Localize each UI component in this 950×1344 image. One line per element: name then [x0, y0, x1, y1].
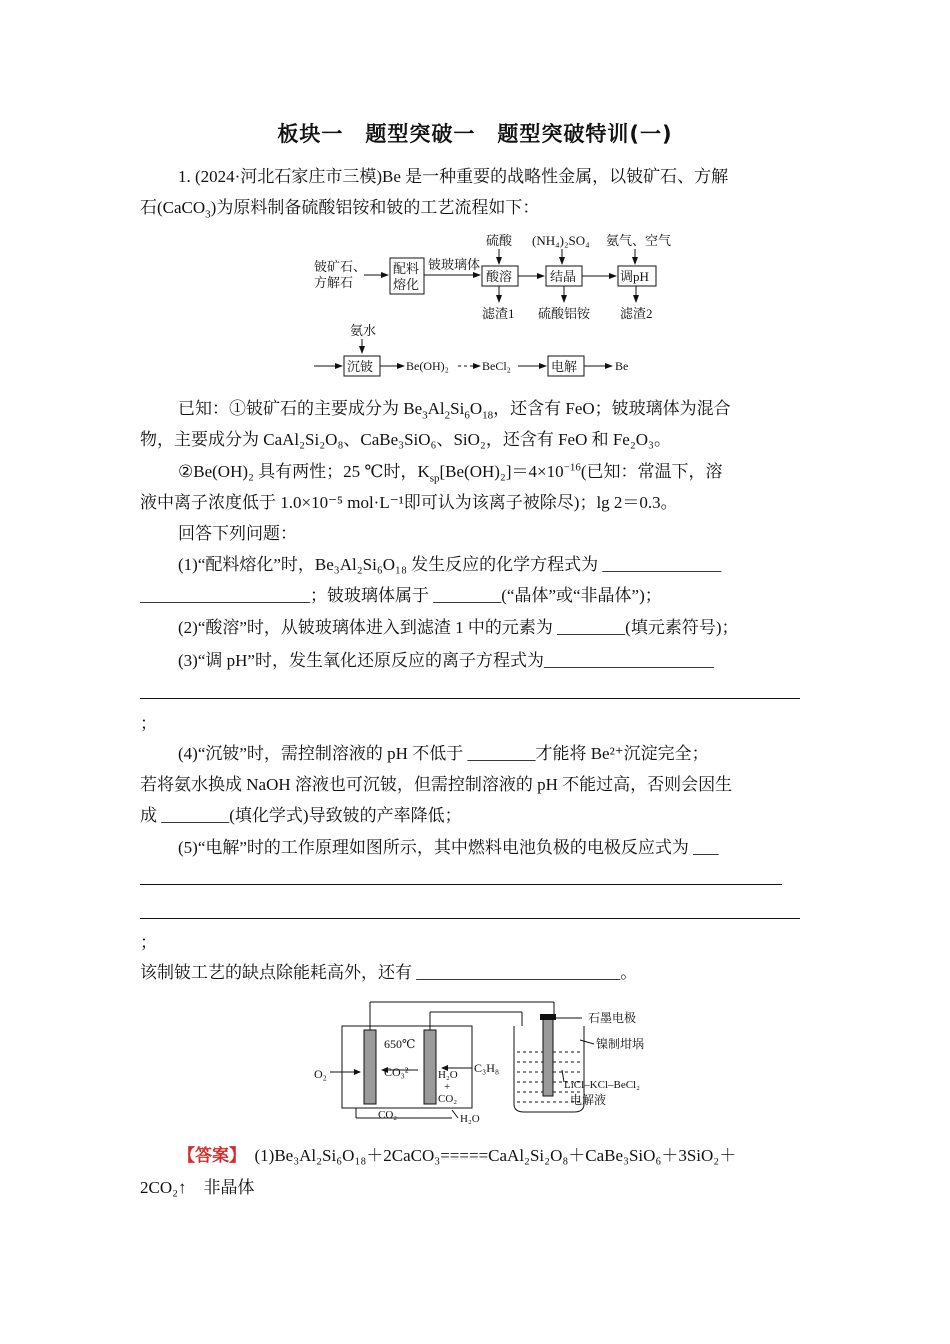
cell-c3h8-label: C₃H₈ — [474, 1061, 500, 1075]
cell-h2o-bottom-label: H₂O — [460, 1113, 480, 1125]
flow-box-acid-label: 酸溶 — [486, 269, 513, 284]
q4-line-1: (4)“沉铍”时，需控制溶液的 pH 不低于 ________才能将 Be²⁺沉淀完全； — [178, 744, 709, 763]
flow-slag2-label: 滤渣2 — [620, 306, 653, 321]
intro-line-2b: )为原料制备硫酸铝铵和铍的工艺流程如下： — [210, 198, 540, 217]
flow-be-label: Be — [615, 359, 629, 373]
cell-o2-label: O₂ — [314, 1067, 327, 1081]
flow-beoh-label: Be(OH)₂ — [406, 359, 449, 373]
intro-line-2a: 石(CaCO — [140, 198, 206, 217]
flow-slag1-label: 滤渣1 — [482, 306, 515, 321]
flow-box-precip-label: 沉铍 — [347, 359, 374, 374]
q2-line: (2)“酸溶”时，从铍玻璃体进入到滤渣 1 中的元素为 ________(填元素符号)； — [178, 618, 739, 637]
cell-h2o-label: H₂O — [438, 1069, 458, 1081]
cell-electrolyte-label: LiCl–KCl–BeCl₂ — [564, 1079, 640, 1091]
sub-o18: 18 — [482, 409, 494, 422]
sup-exp16: −16 — [563, 461, 581, 474]
q3-line: (3)“调 pH”时，发生氧化还原反应的离子方程式为____________________ — [178, 651, 714, 670]
electrode-right — [424, 1030, 436, 1104]
flow-glass-label: 铍玻璃体 — [428, 257, 481, 272]
cell-co3-label: CO₃²⁻ — [384, 1065, 415, 1079]
flow-box-mix-label: 配料 — [393, 261, 420, 276]
question-intro — [140, 161, 810, 192]
flow-gas-label: 氨气、空气 — [606, 233, 672, 248]
known-2: 物，主要成分为 CaAl₂Si₂O₈、CaBe₃SiO₆、SiO₂，还含有 FeO 和 Fe₂O₃。 — [140, 430, 671, 449]
sub-co3: 3 — [205, 208, 211, 221]
cell-electrolyte-label-2: 电解液 — [570, 1093, 607, 1107]
answer-line-2: 2CO₂↑ 非晶体 — [140, 1178, 255, 1197]
known-1b: ，还含有 FeO；铍玻璃体为混合 — [493, 399, 731, 418]
q4-line-2: 若将氨水换成 NaOH 溶液也可沉铍，但需控制溶液的 pH 不能过高，否则会因生 — [140, 775, 733, 794]
known-1a: 已知：①铍矿石的主要成分为 Be — [178, 399, 423, 418]
sub-be3: 3 — [422, 409, 428, 422]
page-title: 板块一 题型突破一 题型突破特训(一) — [277, 122, 673, 146]
sub-si6: 6 — [464, 409, 470, 422]
cell-crucible-label: 镍制坩埚 — [596, 1037, 645, 1051]
flow-ore-label: 铍矿石、 — [314, 259, 367, 274]
flow-alum-label: 硫酸铝铵 — [538, 306, 591, 321]
electrode-left — [364, 1030, 376, 1104]
formula-si: Si — [450, 399, 465, 418]
intro-line-1: 1. (2024·河北石家庄市三模)Be 是一种重要的战略性金属，以铍矿石、方解 — [178, 167, 729, 186]
answer-text-1: (1)Be₃Al₂Si₆O₁₈＋2CaCO₃=====CaAl₂Si₂O₈＋CaBe₃SiO₆＋3SiO₂＋ — [254, 1146, 737, 1165]
cell-co2-label: CO₂ — [438, 1093, 458, 1105]
known-3a: ②Be(OH)₂ 具有两性；25 ℃时，K — [178, 462, 430, 481]
electrolysis-diagram — [312, 996, 692, 1126]
question-intro-2 — [140, 192, 810, 223]
known-3c: (已知：常温下，溶 — [580, 462, 723, 481]
cell-graphite-label: 石墨电极 — [588, 1011, 637, 1025]
answer-line-1 — [140, 1140, 810, 1171]
answer-tag: 【答案】 — [178, 1146, 238, 1165]
q5-answer-line-1 — [140, 884, 782, 885]
answer-prompt: 回答下列问题： — [178, 524, 297, 543]
flow-ammonia-label: 氨水 — [350, 323, 377, 338]
q5-line-1: (5)“电解”时的工作原理如图所示，其中燃料电池负极的电极反应式为 ___ — [178, 838, 719, 857]
flow-acid-label: 硫酸 — [486, 233, 513, 248]
formula-al: Al — [427, 399, 445, 418]
flow-becl-label: BeCl₂ — [482, 359, 511, 373]
q3-semicolon: ； — [140, 714, 157, 733]
graphite-electrode — [543, 1018, 553, 1096]
q1-line-1: (1)“配料熔化”时，Be₃Al₂Si₆O₁₈ 发生反应的化学方程式为 ______________ — [178, 555, 722, 574]
q4-line-3: 成 ________(填化学式)导致铍的产率降低； — [140, 806, 462, 825]
known-3 — [140, 456, 810, 487]
flow-box-elec-label: 电解 — [551, 359, 578, 374]
cell-temp-label: 650℃ — [384, 1037, 416, 1051]
flow-nh4-label: (NH₄)₂SO₄ — [532, 233, 590, 248]
q5-line-2: 该制铍工艺的缺点除能耗高外，还有 ________________________。 — [140, 963, 638, 982]
flow-ore-label-2: 方解石 — [314, 275, 354, 290]
sub-sp: sp — [429, 472, 440, 485]
flow-box-ph-label: 调pH — [620, 269, 649, 284]
process-flow-diagram — [310, 228, 690, 388]
sub-al2: 2 — [444, 409, 451, 422]
q3-answer-line — [140, 698, 800, 699]
flow-box-mix-label-2: 熔化 — [393, 277, 420, 292]
q1-line-2: ____________________；铍玻璃体属于 ________(“晶体”或“非晶体”)； — [140, 586, 662, 605]
known-3b: [Be(OH)₂]＝4×10 — [439, 462, 564, 481]
known-1 — [140, 393, 810, 424]
cell-plus-label: + — [444, 1081, 451, 1093]
formula-o: O — [469, 399, 483, 418]
cell-co2-bottom-label: CO₂ — [378, 1109, 398, 1121]
known-4: 液中离子浓度低于 1.0×10⁻⁵ mol·L⁻¹即可认为该离子被除尽)；lg 2＝0.3。 — [140, 493, 678, 512]
q5-semicolon: ； — [140, 933, 157, 952]
flow-box-cryst-label: 结晶 — [550, 269, 577, 284]
q5-answer-line-2 — [140, 918, 800, 919]
